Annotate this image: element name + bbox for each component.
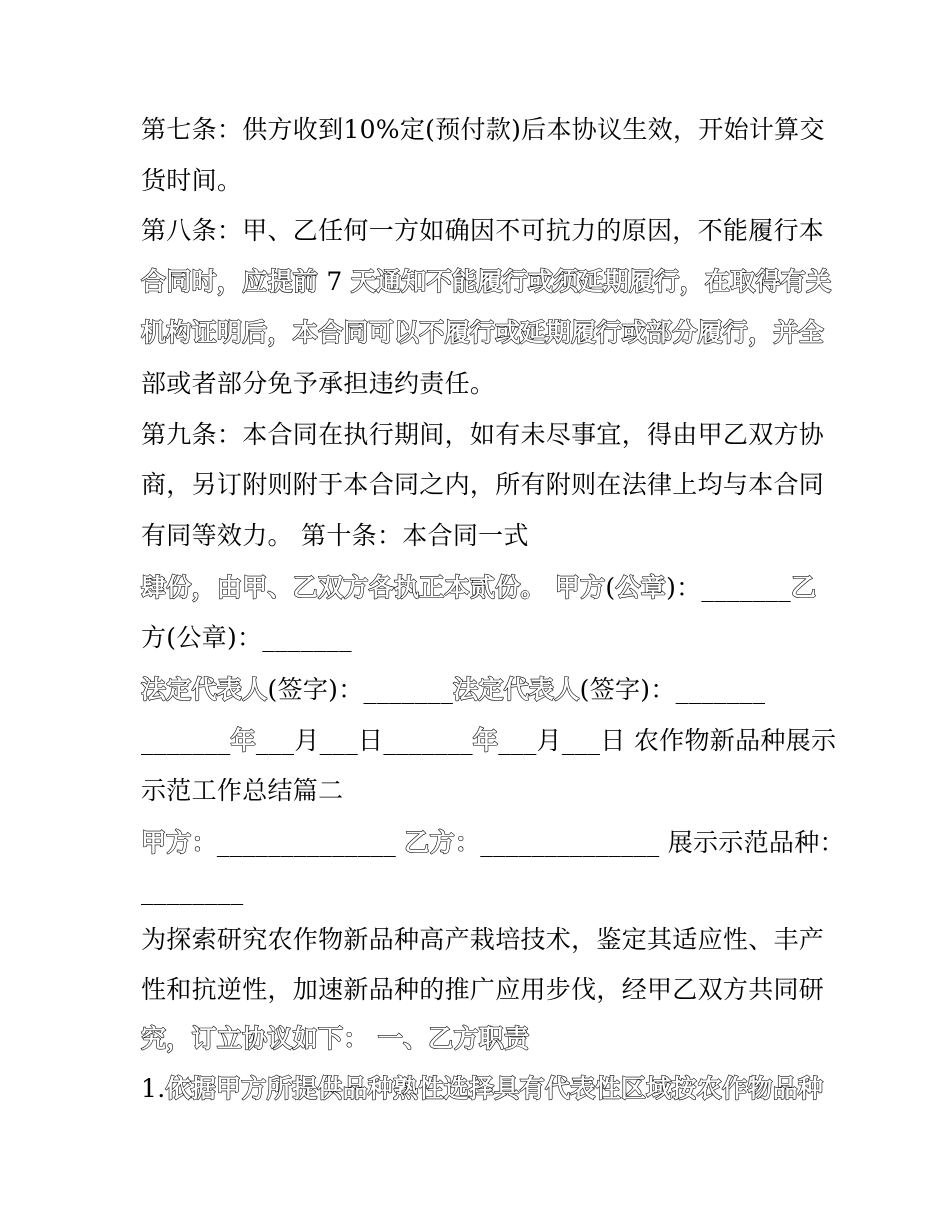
article-10-paren-open: ( <box>605 573 616 602</box>
party-a-blank: ______________ <box>216 828 405 857</box>
article-10-seal-word: 公章 <box>615 573 667 602</box>
party-a-seal-blank: )：_______ <box>666 573 792 602</box>
party-b-label: 乙方： <box>404 828 481 857</box>
article-9-line-2: 商，另订附则附于本合同之内，所有附则在法律上均与本合同 <box>141 470 825 499</box>
party-b-char: 乙 <box>791 573 817 602</box>
party-b-seal-line: 方(公章)：_______ <box>141 623 352 652</box>
duty-item-1-text: 依据甲方所提供品种熟性选择具有代表性区域按农作物品种 <box>165 1074 824 1103</box>
article-10-line-1-part-1: 肆份，由甲、乙双方各执正本贰份。 甲方 <box>141 573 606 602</box>
article-7-line-2: 货时间。 <box>141 166 243 195</box>
section-title-line: 示范工作总结篇二 <box>141 776 344 805</box>
party-a-label: 甲方： <box>141 828 217 857</box>
year-char-a: 年 <box>230 726 256 755</box>
variety-blank-line: ________ <box>141 876 244 905</box>
legal-rep-sign-a: (签字)：_______ <box>267 675 454 704</box>
legal-rep-sign-b: (签字)：_______ <box>579 675 766 704</box>
date-end-title: ___月___日 农作物新品种展示 <box>498 726 837 755</box>
article-8-line-4: 部或者部分免予承担违约责任。 <box>141 369 496 398</box>
article-7-line-1: 第七条：供方收到10%定(预付款)后本协议生效，开始计算交 <box>141 115 825 144</box>
variety-label: ______________ 展示示范品种： <box>480 828 845 857</box>
legal-rep-label-b: 法定代表人 <box>453 675 580 704</box>
date-line <box>141 726 836 756</box>
legal-representative-line <box>141 675 765 705</box>
article-8-line-2-number: 7 <box>318 267 351 296</box>
purpose-line-1: 为探索研究农作物新品种高产栽培技术，鉴定其适应性、丰产 <box>141 925 825 954</box>
purpose-line-3: 究，订立协议如下： 一、乙方职责 <box>141 1024 530 1053</box>
date-blank-a: _______ <box>141 726 231 755</box>
purpose-line-2: 性和抗逆性，加速新品种的推广应用步伐，经甲乙双方共同研 <box>141 975 825 1004</box>
article-9-line-3: 有同等效力。 第十条：本合同一式 <box>141 521 529 550</box>
article-8-line-3: 机构证明后，本合同可以不履行或延期履行或部分履行，并全 <box>141 318 825 347</box>
article-10-line-1 <box>141 573 816 603</box>
duty-item-1-number: 1. <box>141 1074 166 1103</box>
article-9-line-1: 第九条：本合同在执行期间，如有未尽事宜，得由甲乙双方协 <box>141 420 825 449</box>
article-8-line-2 <box>141 267 832 297</box>
date-middle: ___月___日_______ <box>255 726 473 755</box>
year-char-b: 年 <box>472 726 499 755</box>
article-8-line-1: 第八条：甲、乙任何一方如确因不可抗力的原因，不能履行本 <box>141 216 825 245</box>
duty-item-1-line <box>141 1074 823 1104</box>
article-8-line-2-part-1: 合同时，应提前 <box>141 267 319 296</box>
parties-line <box>141 828 845 858</box>
article-8-line-2-part-2: 天通知不能履行或须延期履行，在取得有关 <box>350 267 832 296</box>
legal-rep-label-a: 法定代表人 <box>141 675 268 704</box>
